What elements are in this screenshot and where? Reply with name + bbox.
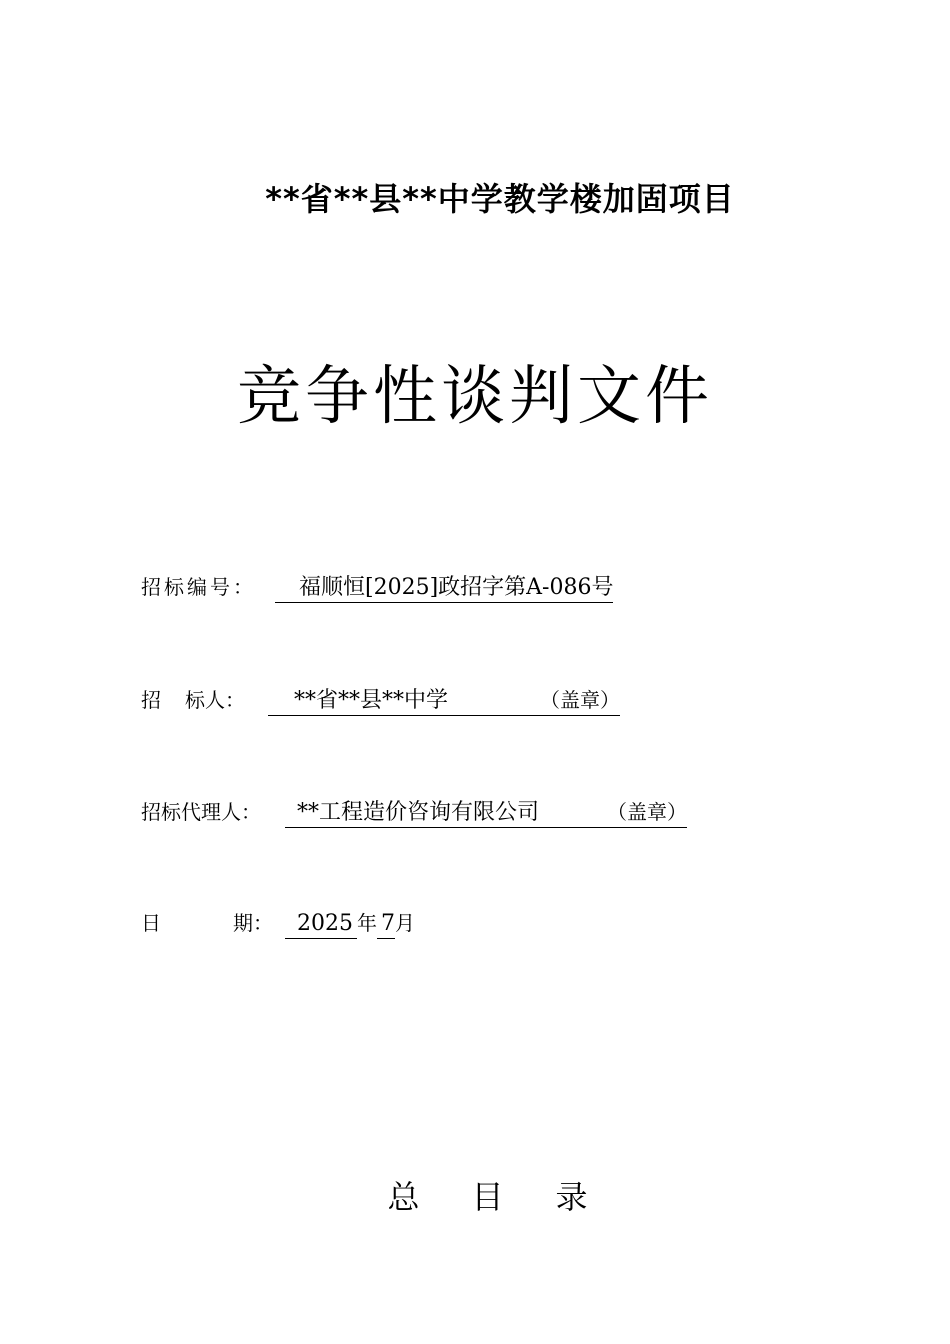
agent-value-field: [285, 798, 687, 828]
tenderer-value: **省**县**中学: [294, 688, 449, 713]
bid-number-label: 招标编号：: [141, 575, 256, 599]
tenderer-stamp-note: （盖章）: [540, 688, 621, 712]
bid-number-value: 福顺恒[2025]政招字第A-086号: [299, 575, 614, 600]
toc-title-char-2: 目: [471, 1178, 504, 1216]
date-label-part-b: 期：: [233, 911, 273, 935]
project-title: **省**县**中学教学楼加固项目: [265, 180, 735, 218]
document-title: 竞争性谈判文件: [237, 360, 713, 434]
bid-number-value-field: [275, 574, 613, 603]
agent-row: [141, 796, 687, 829]
date-row: [141, 907, 415, 940]
agent-stamp-note: （盖章）: [607, 800, 688, 824]
date-label: [141, 907, 285, 939]
tenderer-label-part-b: 标人：: [185, 688, 245, 712]
tenderer-value-field: [268, 686, 620, 716]
date-year-unit: 年: [357, 911, 377, 935]
table-of-contents-title: [0, 1172, 950, 1218]
date-month: 7: [377, 910, 395, 939]
date-label-part-a: 日: [141, 911, 161, 935]
bid-number-row: [141, 571, 613, 604]
tenderer-label: [141, 684, 268, 716]
toc-title-char-1: 总: [387, 1178, 420, 1216]
date-year: 2025: [285, 910, 357, 939]
agent-value: **工程造价咨询有限公司: [297, 800, 540, 825]
tenderer-row: [141, 684, 620, 717]
tenderer-label-part-a: 招: [141, 688, 161, 712]
toc-title-char-3: 录: [555, 1178, 588, 1216]
agent-label: 招标代理人：: [141, 800, 261, 824]
date-month-unit: 月: [395, 911, 415, 935]
